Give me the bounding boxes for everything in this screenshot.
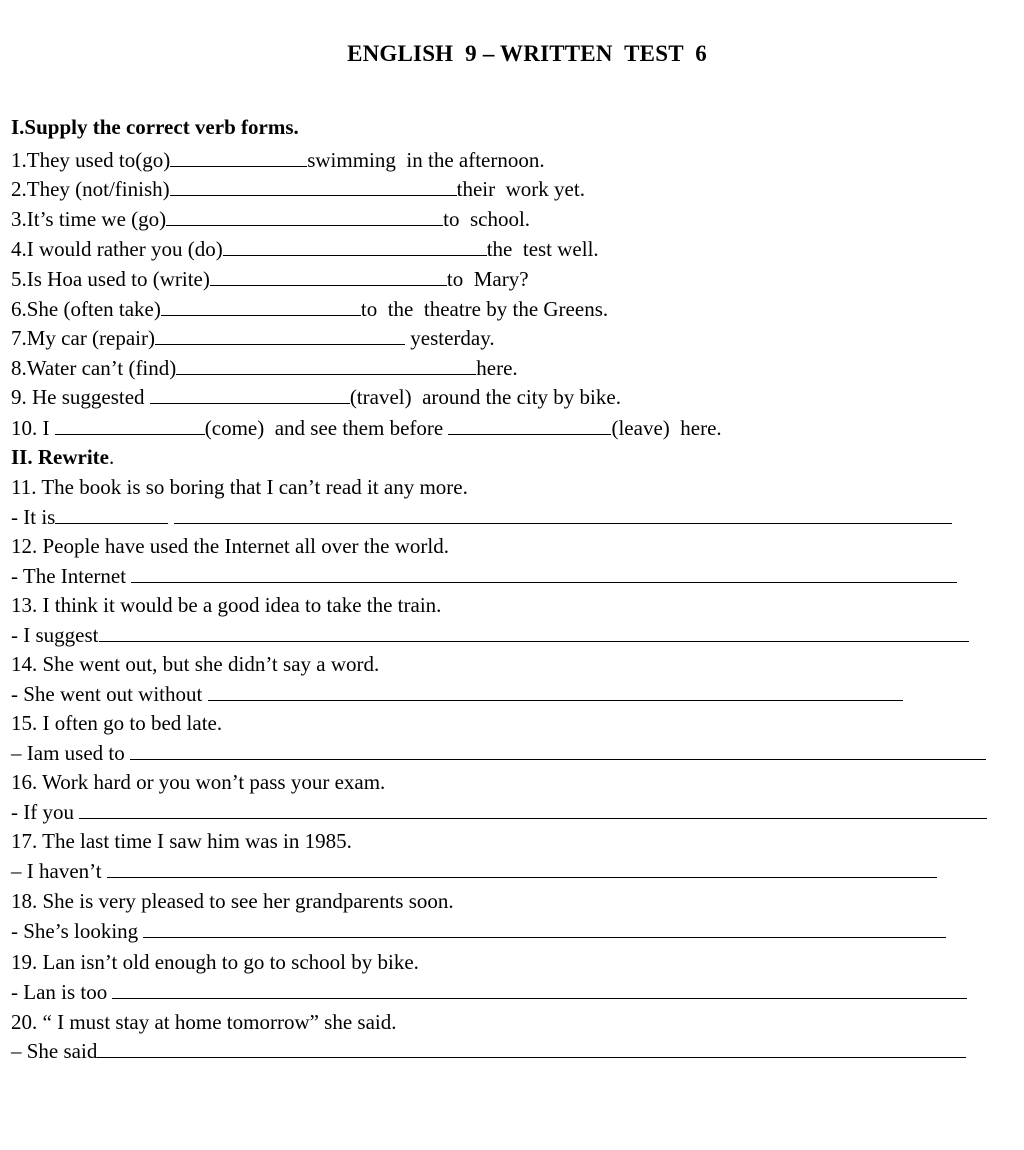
answer-blank[interactable] — [150, 384, 350, 404]
question-text: (travel) around the city by bike. — [349, 385, 621, 409]
rewrite-prompt: – She said — [11, 1039, 98, 1063]
rewrite-answer-14 — [11, 680, 903, 708]
question-5 — [11, 265, 529, 293]
rewrite-prompt: - If you — [11, 800, 80, 824]
question-text: 6.She (often take) — [11, 297, 161, 321]
question-text: 1.They used to(go) — [11, 148, 171, 172]
answer-blank[interactable] — [210, 266, 447, 286]
page-title: ENGLISH 9 – WRITTEN TEST 6 — [347, 41, 707, 66]
question-text: 7.My car (repair) — [11, 326, 156, 350]
rewrite-answer-13 — [11, 621, 969, 649]
question-8 — [11, 354, 518, 382]
answer-blank[interactable] — [99, 622, 969, 642]
question-9 — [11, 383, 621, 411]
question-6 — [11, 295, 608, 323]
answer-blank[interactable] — [161, 296, 361, 316]
answer-blank[interactable] — [130, 740, 986, 760]
answer-blank[interactable] — [143, 918, 946, 938]
question-text: the test well. — [486, 237, 599, 261]
rewrite-prompt: - Lan is too — [11, 980, 113, 1004]
rewrite-prompt: - She’s looking — [11, 919, 144, 943]
rewrite-prompt: – I haven’t — [11, 859, 107, 883]
question-text: 4.I would rather you (do) — [11, 237, 223, 261]
question-text: 3.It’s time we (go) — [11, 207, 167, 231]
rewrite-sentence-12: 12. People have used the Internet all over the world. — [11, 534, 449, 558]
rewrite-sentence-17: 17. The last time I saw him was in 1985. — [11, 829, 352, 853]
rewrite-answer-19 — [11, 978, 967, 1006]
rewrite-prompt: - The Internet — [11, 564, 132, 588]
question-text: (leave) here. — [611, 416, 722, 440]
question-text: here. — [476, 356, 518, 380]
rewrite-answer-11 — [11, 503, 952, 531]
answer-blank[interactable] — [174, 504, 952, 524]
question-4 — [11, 235, 599, 263]
answer-blank[interactable] — [155, 325, 405, 345]
answer-blank[interactable] — [107, 858, 937, 878]
rewrite-sentence-13: 13. I think it would be a good idea to take the train. — [11, 593, 442, 617]
rewrite-prompt: - She went out without — [11, 682, 208, 706]
rewrite-sentence-14: 14. She went out, but she didn’t say a word. — [11, 652, 380, 676]
rewrite-sentence-16: 16. Work hard or you won’t pass your exam. — [11, 770, 386, 794]
rewrite-answer-12 — [11, 562, 957, 590]
question-text: 2.They (not/finish) — [11, 177, 170, 201]
answer-blank[interactable] — [166, 206, 443, 226]
rewrite-answer-15 — [11, 739, 986, 767]
question-text: swimming in the afternoon. — [307, 148, 545, 172]
question-text: 8.Water can’t (find) — [11, 356, 177, 380]
question-text: to the theatre by the Greens. — [360, 297, 609, 321]
rewrite-prompt: - It is — [11, 505, 56, 529]
question-text: to Mary? — [446, 267, 529, 291]
rewrite-answer-18 — [11, 917, 946, 945]
question-text: to school. — [443, 207, 531, 231]
question-text: 5.Is Hoa used to (write) — [11, 267, 210, 291]
question-text: yesterday. — [405, 326, 495, 350]
answer-blank[interactable] — [112, 979, 967, 999]
rewrite-answer-17 — [11, 857, 937, 885]
question-text: 10. I — [11, 416, 55, 440]
rewrite-answer-20 — [11, 1037, 966, 1065]
answer-blank[interactable] — [170, 147, 307, 167]
answer-blank[interactable] — [176, 355, 476, 375]
rewrite-prompt: - I suggest — [11, 623, 99, 647]
question-10 — [11, 414, 722, 442]
answer-blank[interactable] — [170, 176, 457, 196]
rewrite-sentence-15: 15. I often go to bed late. — [11, 711, 223, 735]
question-2 — [11, 175, 585, 203]
answer-blank[interactable] — [223, 236, 487, 256]
question-text: 9. He suggested — [11, 385, 150, 409]
rewrite-prompt: – Iam used to — [11, 741, 130, 765]
rewrite-sentence-18: 18. She is very pleased to see her grandparents soon. — [11, 889, 454, 913]
answer-blank[interactable] — [97, 1038, 966, 1058]
question-1 — [11, 146, 545, 174]
rewrite-answer-16 — [11, 798, 987, 826]
answer-blank[interactable] — [55, 504, 168, 524]
question-text: (come) and see them before — [204, 416, 449, 440]
question-3 — [11, 205, 530, 233]
answer-blank[interactable] — [79, 799, 987, 819]
answer-blank[interactable] — [208, 681, 903, 701]
question-text: their work yet. — [456, 177, 585, 201]
section-1-heading: I.Supply the correct verb forms. — [11, 115, 299, 139]
answer-blank[interactable] — [448, 415, 611, 435]
rewrite-sentence-11: 11. The book is so boring that I can’t read it any more. — [11, 475, 468, 499]
answer-blank[interactable] — [131, 563, 957, 583]
answer-blank[interactable] — [55, 415, 205, 435]
section-2-heading: II. Rewrite. — [11, 445, 115, 469]
rewrite-sentence-19: 19. Lan isn’t old enough to go to school by bike. — [11, 950, 419, 974]
question-7 — [11, 324, 495, 352]
rewrite-sentence-20: 20. “ I must stay at home tomorrow” she said. — [11, 1010, 397, 1034]
